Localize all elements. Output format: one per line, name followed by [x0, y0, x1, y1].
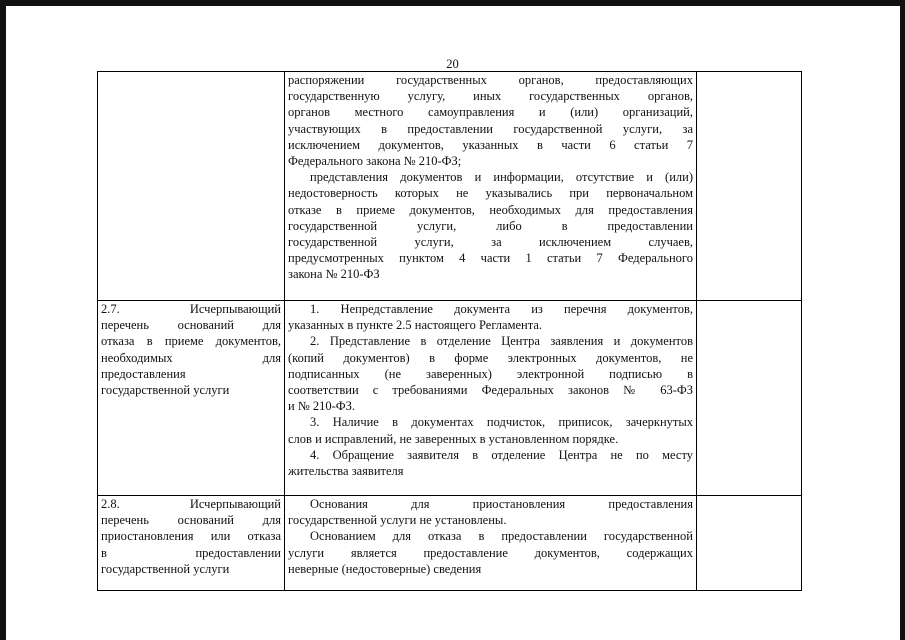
section-heading-line: государственной услуги [101, 383, 230, 398]
section-heading-line: отказа в приеме документов, [101, 334, 281, 349]
content-paragraph [288, 528, 693, 577]
notes-cell [697, 496, 802, 591]
content-line: и № 210-ФЗ. [288, 399, 356, 414]
content-line: Основанием для отказа в предоставлении государственной [310, 529, 693, 544]
content-line: предусмотренных пунктом 4 части 1 статьи 7 Федерального [288, 251, 693, 266]
content-line: Федерального закона № 210-ФЗ; [288, 154, 462, 169]
content-line: соответствии с требованиями Федеральных законов № 63-ФЗ [288, 383, 693, 398]
content-line: закона № 210-ФЗ [288, 267, 380, 282]
content-line: услуги является предоставление документов, содержащих [288, 545, 693, 560]
section-heading-line: перечень оснований для [101, 318, 281, 333]
content-line: государственной услуги не установлены. [288, 513, 507, 528]
notes-cell [697, 72, 802, 301]
content-line: исключением документов, указанных в части 6 статьи 7 [288, 137, 693, 152]
content-line: недостоверность которых не указывались при первоначальном [288, 186, 693, 201]
section-heading-line: перечень оснований для [101, 513, 281, 528]
content-line: государственной услуги, за исключением случаев, [288, 235, 693, 250]
content-line: органов местного самоуправления и (или) организаций, [288, 105, 693, 120]
section-heading-line: 2.7. Исчерпывающий [101, 302, 281, 316]
content-line: государственной услуги, либо в предоставлении [288, 218, 693, 233]
content-line: жительства заявителя [288, 464, 404, 479]
content-paragraph [288, 414, 693, 446]
notes-cell [697, 301, 802, 496]
section-heading-cell [98, 72, 285, 301]
table-row [98, 496, 802, 591]
content-line: указанных в пункте 2.5 настоящего Регламента. [288, 318, 543, 333]
scan-border-top [0, 0, 905, 6]
content-line: 4. Обращение заявителя в отделение Центра не по месту [310, 447, 693, 462]
content-paragraph [288, 301, 693, 333]
content-line: Основания для приостановления предоставления [310, 497, 693, 511]
table-row [98, 72, 802, 301]
content-line: слов и исправлений, не заверенных в установленном порядке. [288, 431, 619, 446]
content-paragraph [288, 169, 693, 282]
content-line: 3. Наличие в документах подчисток, приписок, зачеркнутых [310, 415, 693, 430]
section-content-cell [285, 72, 697, 301]
content-line: 2. Представление в отделение Центра заявления и документов [310, 334, 693, 349]
regulation-table [97, 71, 802, 591]
page-number: 20 [446, 57, 459, 71]
content-line: представления документов и информации, отсутствие и (или) [310, 170, 693, 185]
content-line: распоряжении государственных органов, предоставляющих [288, 73, 693, 87]
table-row [98, 301, 802, 496]
section-heading-cell [98, 301, 285, 496]
content-paragraph [288, 72, 693, 169]
section-content-cell [285, 496, 697, 591]
section-heading-line: 2.8. Исчерпывающий [101, 497, 281, 511]
section-heading-line: приостановления или отказа [101, 529, 281, 544]
section-heading-line: государственной услуги [101, 561, 230, 576]
section-heading-line: в предоставлении [101, 545, 281, 560]
section-content-cell [285, 301, 697, 496]
content-paragraph [288, 333, 693, 414]
section-heading-line: необходимых для [101, 350, 281, 365]
content-paragraph [288, 496, 693, 528]
section-heading-line: предоставления [101, 366, 186, 381]
content-line: подписанных (не заверенных) электронной подписью в [288, 366, 693, 381]
content-paragraph [288, 447, 693, 479]
scan-border-right [900, 0, 905, 640]
content-line: отказе в приеме документов, необходимых для предоставления [288, 202, 693, 217]
content-line: (копий документов) в форме электронных документов, не [288, 350, 693, 365]
content-line: государственную услугу, иных государственных органов, [288, 89, 693, 104]
section-heading-cell [98, 496, 285, 591]
scan-border-left [0, 0, 6, 640]
content-line: участвующих в предоставлении государственной услуги, за [288, 121, 693, 136]
content-line: 1. Непредставление документа из перечня документов, [310, 302, 693, 316]
content-line: неверные (недостоверные) сведения [288, 561, 482, 576]
